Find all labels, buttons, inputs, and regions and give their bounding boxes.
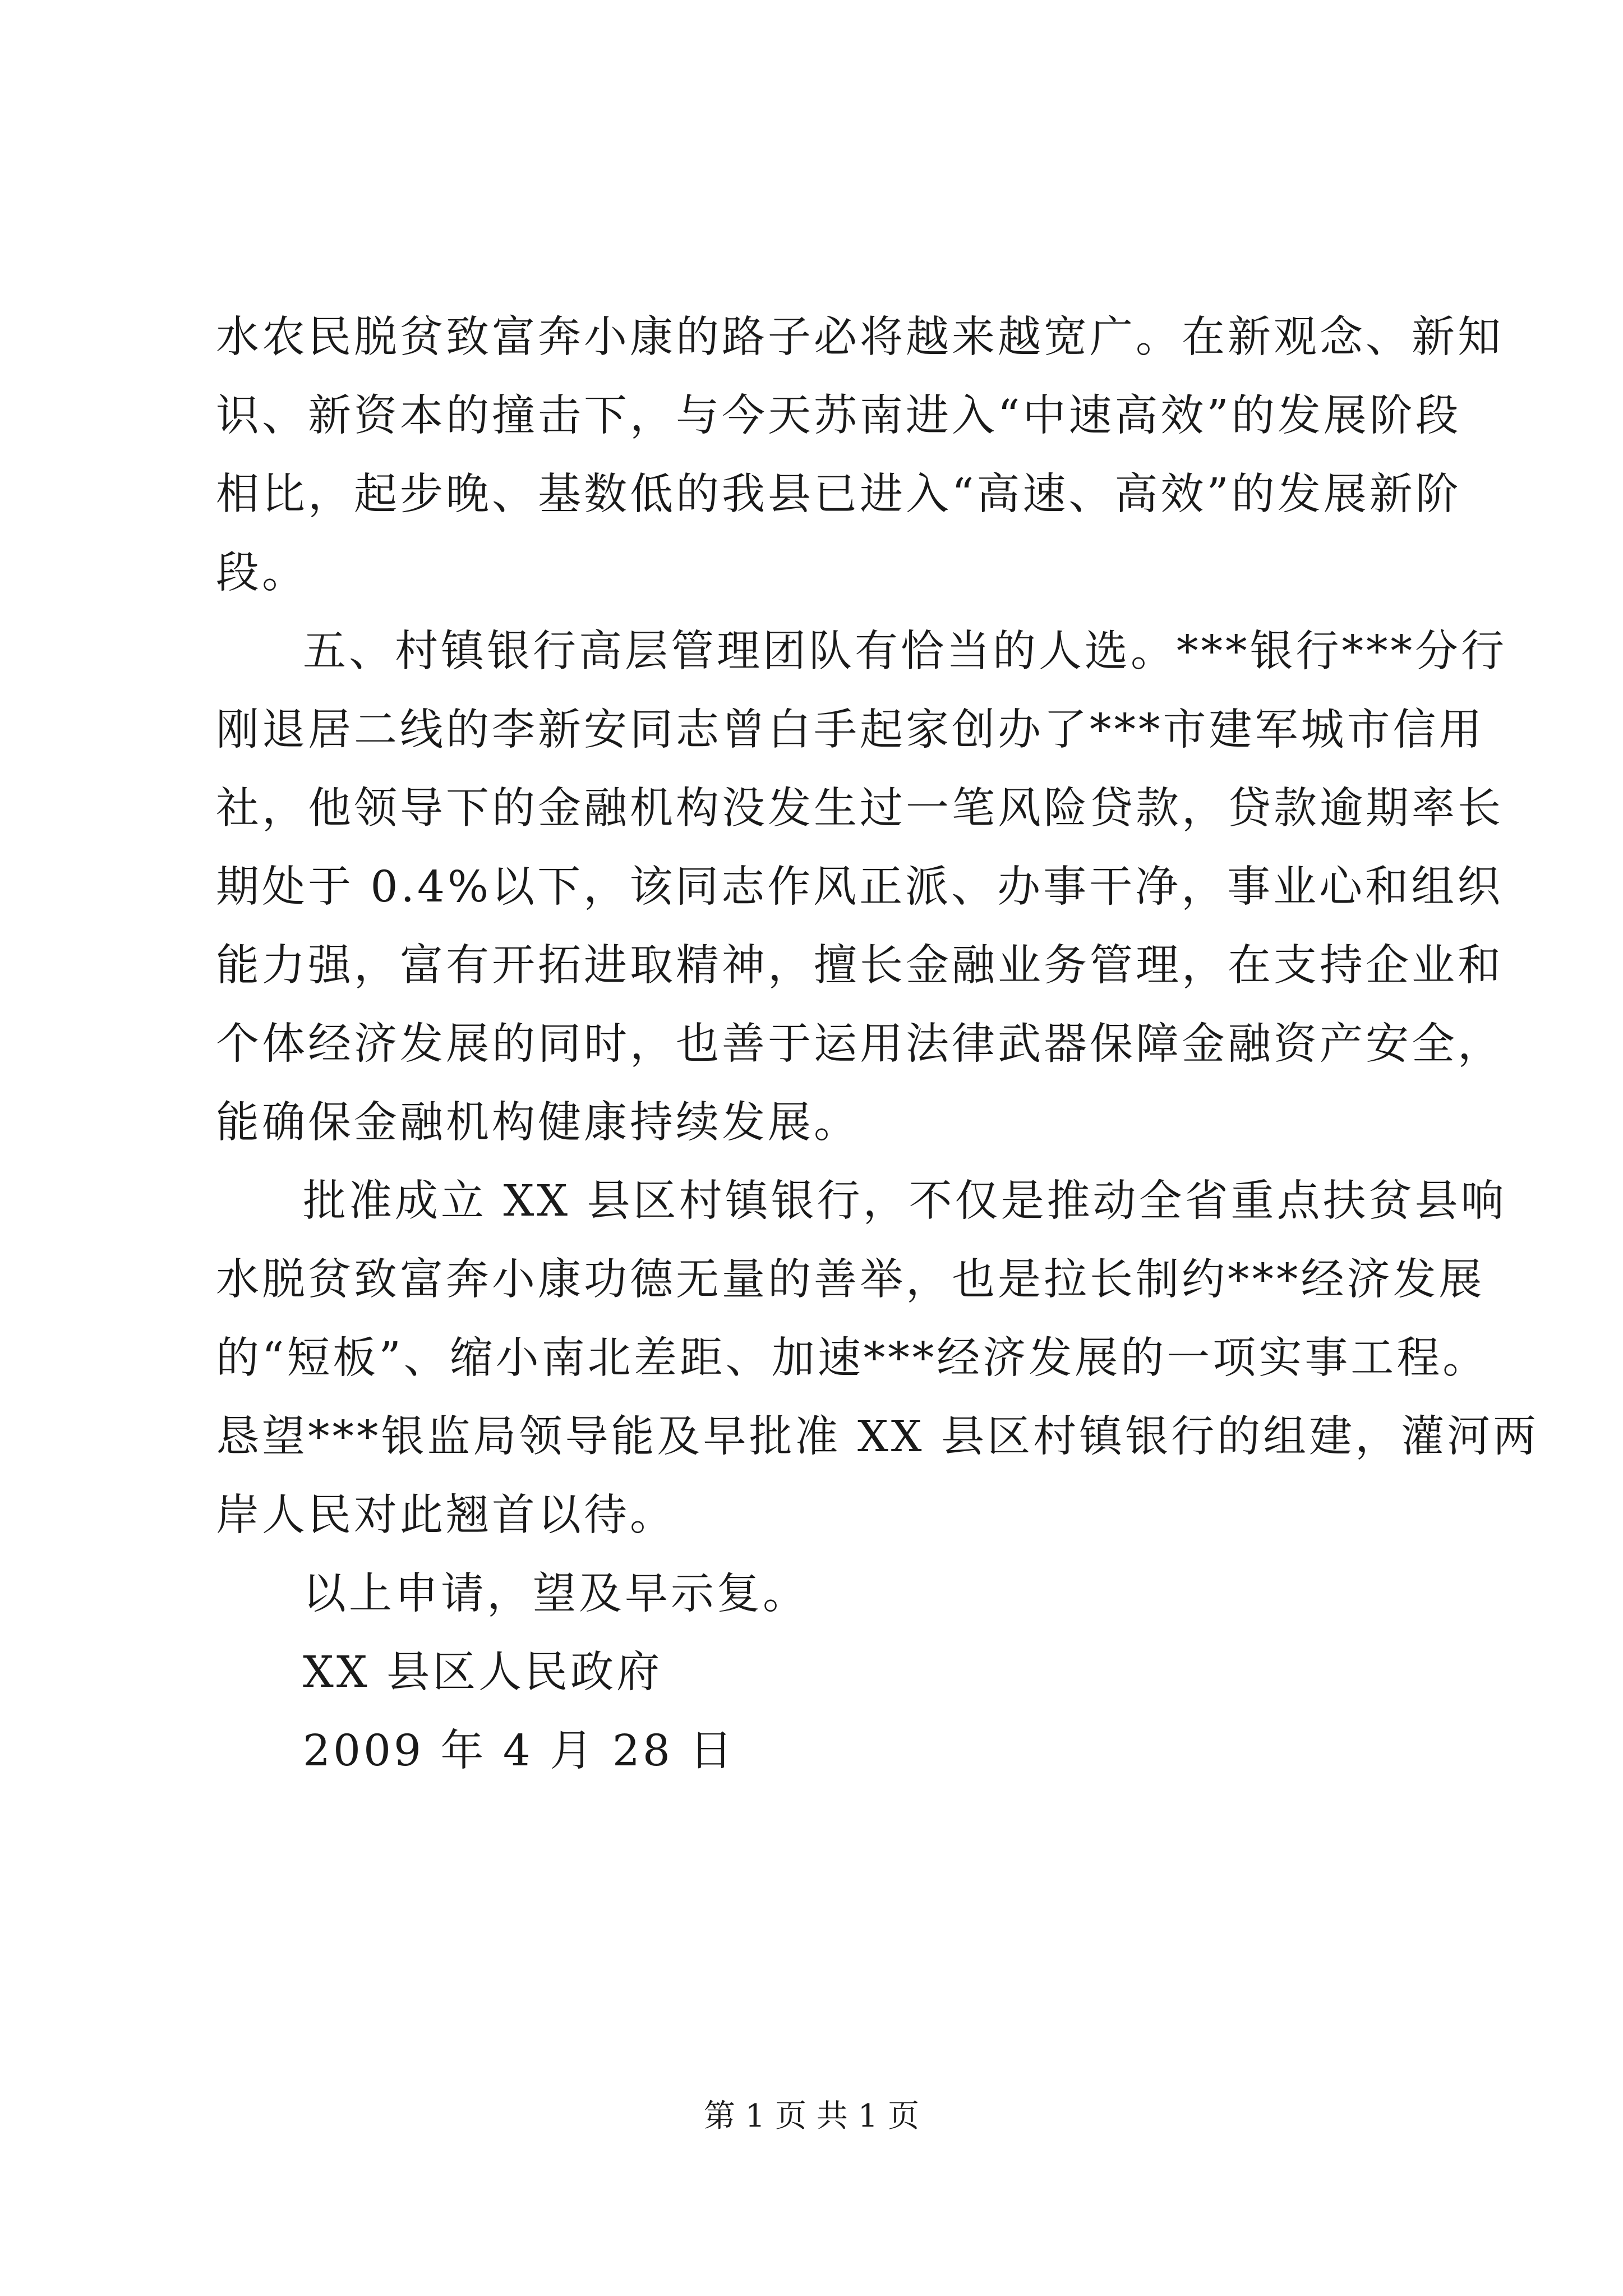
body-text-line: 期处于 0.4%以下，该同志作风正派、办事干净，事业心和组织 bbox=[216, 862, 1504, 912]
closing-request: 以上申请，望及早示复。 bbox=[303, 1569, 809, 1619]
body-text-line: 识、新资本的撞击下，与今天苏南进入“中速高效”的发展阶段 bbox=[216, 391, 1461, 441]
body-text-line: 水农民脱贫致富奔小康的路子必将越来越宽广。在新观念、新知 bbox=[216, 312, 1504, 362]
body-text-line: 社，他领导下的金融机构没发生过一笔风险贷款，贷款逾期率长 bbox=[216, 784, 1504, 834]
body-text-line: 相比，起步晚、基数低的我县已进入“高速、高效”的发展新阶 bbox=[216, 470, 1461, 519]
paragraph-approval-start: 批准成立 XX 县区村镇银行，不仅是推动全省重点扶贫县响 bbox=[303, 1176, 1507, 1226]
body-text-line: 岸人民对此翘首以待。 bbox=[216, 1490, 676, 1540]
body-text-line: 能力强，富有开拓进取精神，擅长金融业务管理，在支持企业和 bbox=[216, 941, 1504, 991]
body-text-line: 段。 bbox=[216, 548, 308, 598]
body-text-line: 恳望***银监局领导能及早批准 XX 县区村镇银行的组建，灌河两 bbox=[216, 1412, 1539, 1462]
signature-date: 2009 年 4 月 28 日 bbox=[303, 1726, 736, 1776]
body-text-line: 能确保金融机构健康持续发展。 bbox=[216, 1098, 860, 1148]
page-number-footer: 第 1 页 共 1 页 bbox=[703, 2098, 920, 2134]
paragraph-five-start: 五、村镇银行高层管理团队有恰当的人选。***银行***分行 bbox=[303, 627, 1507, 677]
body-text-line: 水脱贫致富奔小康功德无量的善举，也是拉长制约***经济发展 bbox=[216, 1255, 1485, 1305]
body-text-line: 个体经济发展的同时，也善于运用法律武器保障金融资产安全， bbox=[216, 1019, 1504, 1069]
signature-organization: XX 县区人民政府 bbox=[303, 1648, 663, 1697]
body-text-line: 刚退居二线的李新安同志曾白手起家创办了***市建军城市信用 bbox=[216, 705, 1485, 755]
body-text-line: 的“短板”、缩小南北差距、加速***经济发展的一项实事工程。 bbox=[216, 1333, 1489, 1383]
